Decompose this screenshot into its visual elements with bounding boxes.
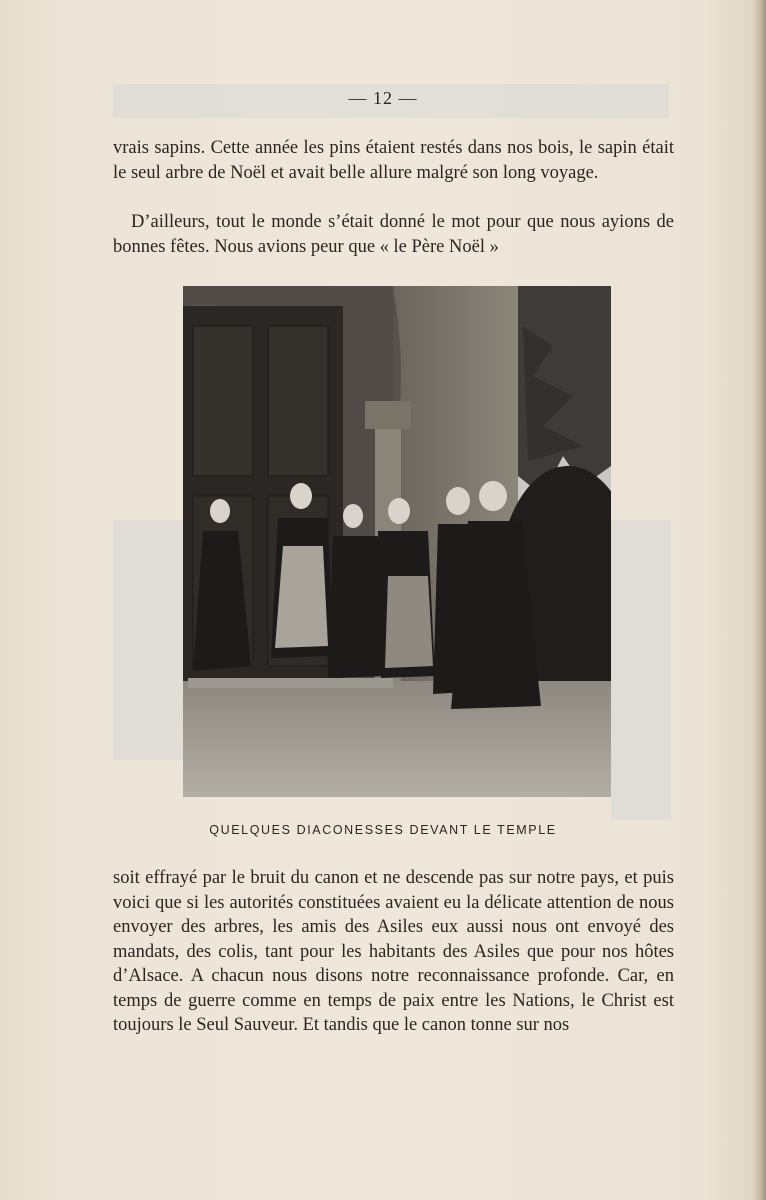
show-through-middle-right xyxy=(611,520,671,820)
paragraph-3: soit effrayé par le bruit du canon et ne descende pas sur notre pays, et puis voici que si les autorités constituées avaient eu la délicate attention de nous envoyer des arbres, les amis des Asiles eux aussi nous ont envoyé des mandats, des colis, tant pour les habitants des Asiles que pour nos hôtes d’Alsace. A chacun nous disons notre reconnaissance profonde. Car, en temps de guerre comme en temps de paix entre les Nations, le Christ est toujours le Seul Sauveur. Et tandis que le canon tonne sur nos xyxy=(113,868,674,1035)
paragraph-2-text: D’ailleurs, tout le monde s’était donné le mot pour que nous ayions de bonnes fêtes. Nous avions peur que « le Père Noël » xyxy=(113,212,674,257)
paragraph-2 xyxy=(113,210,674,259)
page-edge-shadow xyxy=(752,0,766,1200)
paragraph-1: vrais sapins. Cette année les pins étaient restés dans nos bois, le sapin était le seul arbre de Noël et avait belle allure malgré son long voyage. xyxy=(113,138,674,183)
page-number: — 12 — xyxy=(348,88,418,108)
photo-illustration xyxy=(183,286,611,797)
show-through-middle xyxy=(113,520,183,760)
photo-caption: QUELQUES DIACONESSES DEVANT LE TEMPLE xyxy=(209,823,557,837)
photograph-deaconesses xyxy=(183,286,611,797)
